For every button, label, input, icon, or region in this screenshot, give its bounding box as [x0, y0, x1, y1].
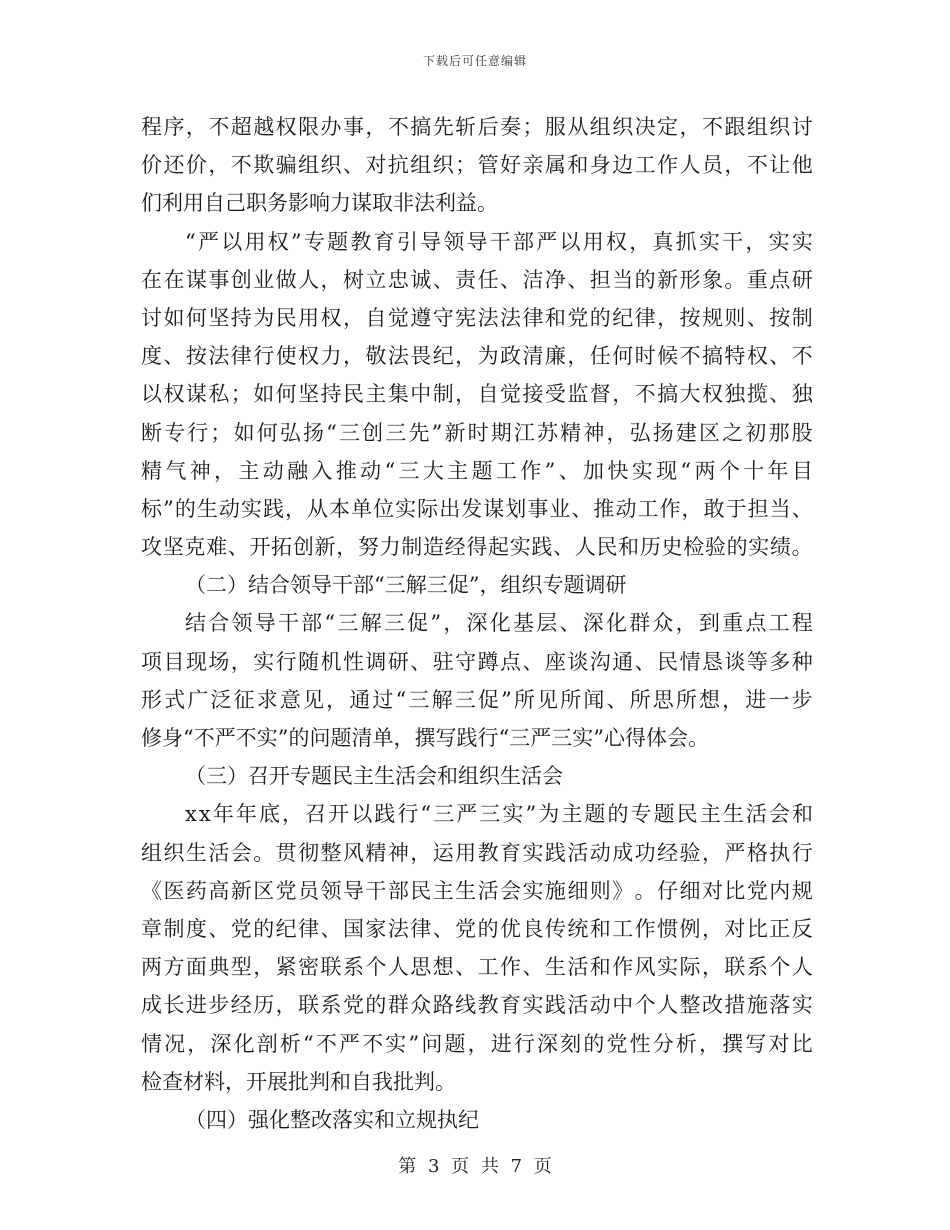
text-line: 精 气 神 ， 主 动 融 入 推 动 “ 三 大 主 题 工 作 ” 、 加 快 实 现 “ 两 个 十 年 目 — [141, 458, 813, 483]
document-body — [141, 108, 813, 1139]
text-line: 组 织 生 活 会 。 贯 彻 整 风 精 神 ， 运 用 教 育 实 践 活 动 成 功 经 验 ， 严 格 执 行 — [141, 840, 813, 865]
text-line: 以 权 谋 私 ； 如 何 坚 持 民 主 集 中 制 ， 自 觉 接 受 监 督 ， 不 搞 大 权 独 揽 、 独 — [141, 382, 813, 407]
text-line: 两 方 面 典 型 ， 紧 密 联 系 个 人 思 想 、 工 作 、 生 活 和 作 风 实 际 ， 联 系 个 人 — [141, 955, 813, 980]
text-line: 情 况 ， 深 化 剖 析 “ 不 严 不 实 ” 问 题 ， 进 行 深 刻 的 党 性 分 析 ， 撰 写 对 比 — [141, 1031, 813, 1056]
text-line: （三）召开专题民主生活会和组织生活会 — [185, 764, 563, 789]
text-line: 在 在 谋 事 创 业 做 人 ， 树 立 忠 诚 、 责 任 、 洁 净 、 担 当 的 新 形 象 。 重 点 研 — [141, 267, 813, 292]
text-line: 攻 坚 克 难 、 开 拓 创 新 ， 努 力 制 造 经 得 起 实 践 、 人 民 和 历 史 检 验 的 实 绩 。 — [141, 535, 813, 560]
text-line: x x 年 年 底 ， 召 开 以 践 行 “ 三 严 三 实 ” 为 主 题 的 专 题 民 主 生 活 会 和 — [185, 802, 813, 827]
text-line: 修身“不严不实”的问题清单，撰写践行“三严三实”心得体会。 — [141, 726, 709, 750]
text-line: 断 专 行 ； 如 何 弘 扬 “ 三 创 三 先 ” 新 时 期 江 苏 精 神 ， 弘 扬 建 区 之 初 那 股 — [141, 420, 813, 445]
page-header: 下载后可任意编辑 — [422, 54, 527, 68]
text-line: 度 、 按 法 律 行 使 权 力 ， 敬 法 畏 纪 ， 为 政 清 廉 ， 任 何 时 候 不 搞 特 权 、 不 — [141, 344, 813, 369]
text-line: 形 式 广 泛 征 求 意 见 ， 通 过 “ 三 解 三 促 ” 所 见 所 闻 、 所 思 所 想 ， 进 一 步 — [141, 687, 813, 712]
text-line: 结 合 领 导 干 部 “ 三 解 三 促 ” ， 深 化 基 层 、 深 化 群 众 ， 到 重 点 工 程 — [185, 611, 813, 636]
page-number: 第 3 页 共 7 页 — [398, 1156, 552, 1177]
text-line: 讨 如 何 坚 持 为 民 用 权 ， 自 觉 遵 守 宪 法 法 律 和 党 的 纪 律 ， 按 规 则 、 按 制 — [141, 305, 813, 330]
text-line: 项 目 现 场 ， 实 行 随 机 性 调 研 、 驻 守 蹲 点 、 座 谈 沟 通 、 民 情 恳 谈 等 多 种 — [141, 649, 813, 674]
text-line: 成 长 进 步 经 历 ， 联 系 党 的 群 众 路 线 教 育 实 践 活 动 中 个 人 整 改 措 施 落 实 — [141, 993, 813, 1018]
text-line: （四）强化整改落实和立规执纪 — [185, 1107, 479, 1132]
text-line: 们利用自己职务影响力谋取非法利益。 — [141, 191, 498, 216]
text-line: 标 ” 的 生 动 实 践 ， 从 本 单 位 实 际 出 发 谋 划 事 业 、 推 动 工 作 ， 敢 于 担 当 、 — [141, 496, 813, 521]
text-line: 程 序 ， 不 超 越 权 限 办 事 ， 不 搞 先 斩 后 奏 ； 服 从 组 织 决 定 ， 不 跟 组 织 讨 — [141, 115, 813, 139]
text-line: “ 严 以 用 权 ” 专 题 教 育 引 导 领 导 干 部 严 以 用 权 ， 真 抓 实 干 ， 实 实 — [185, 229, 813, 254]
text-line: 《 医 药 高 新 区 党 员 领 导 干 部 民 主 生 活 会 实 施 细 则 》 。 仔 细 对 比 党 内 规 — [141, 878, 813, 903]
text-line: 检查材料，开展批判和自我批判。 — [141, 1069, 456, 1094]
text-line: （二）结合领导干部“三解三促”，组织专题调研 — [185, 573, 627, 598]
text-line: 章 制 度 、 党 的 纪 律 、 国 家 法 律 、 党 的 优 良 传 统 和 工 作 惯 例 ， 对 比 正 反 — [141, 916, 813, 941]
text-line: 价 还 价 ， 不 欺 骗 组 织 、 对 抗 组 织 ； 管 好 亲 属 和 身 边 工 作 人 员 ， 不 让 他 — [141, 153, 813, 178]
